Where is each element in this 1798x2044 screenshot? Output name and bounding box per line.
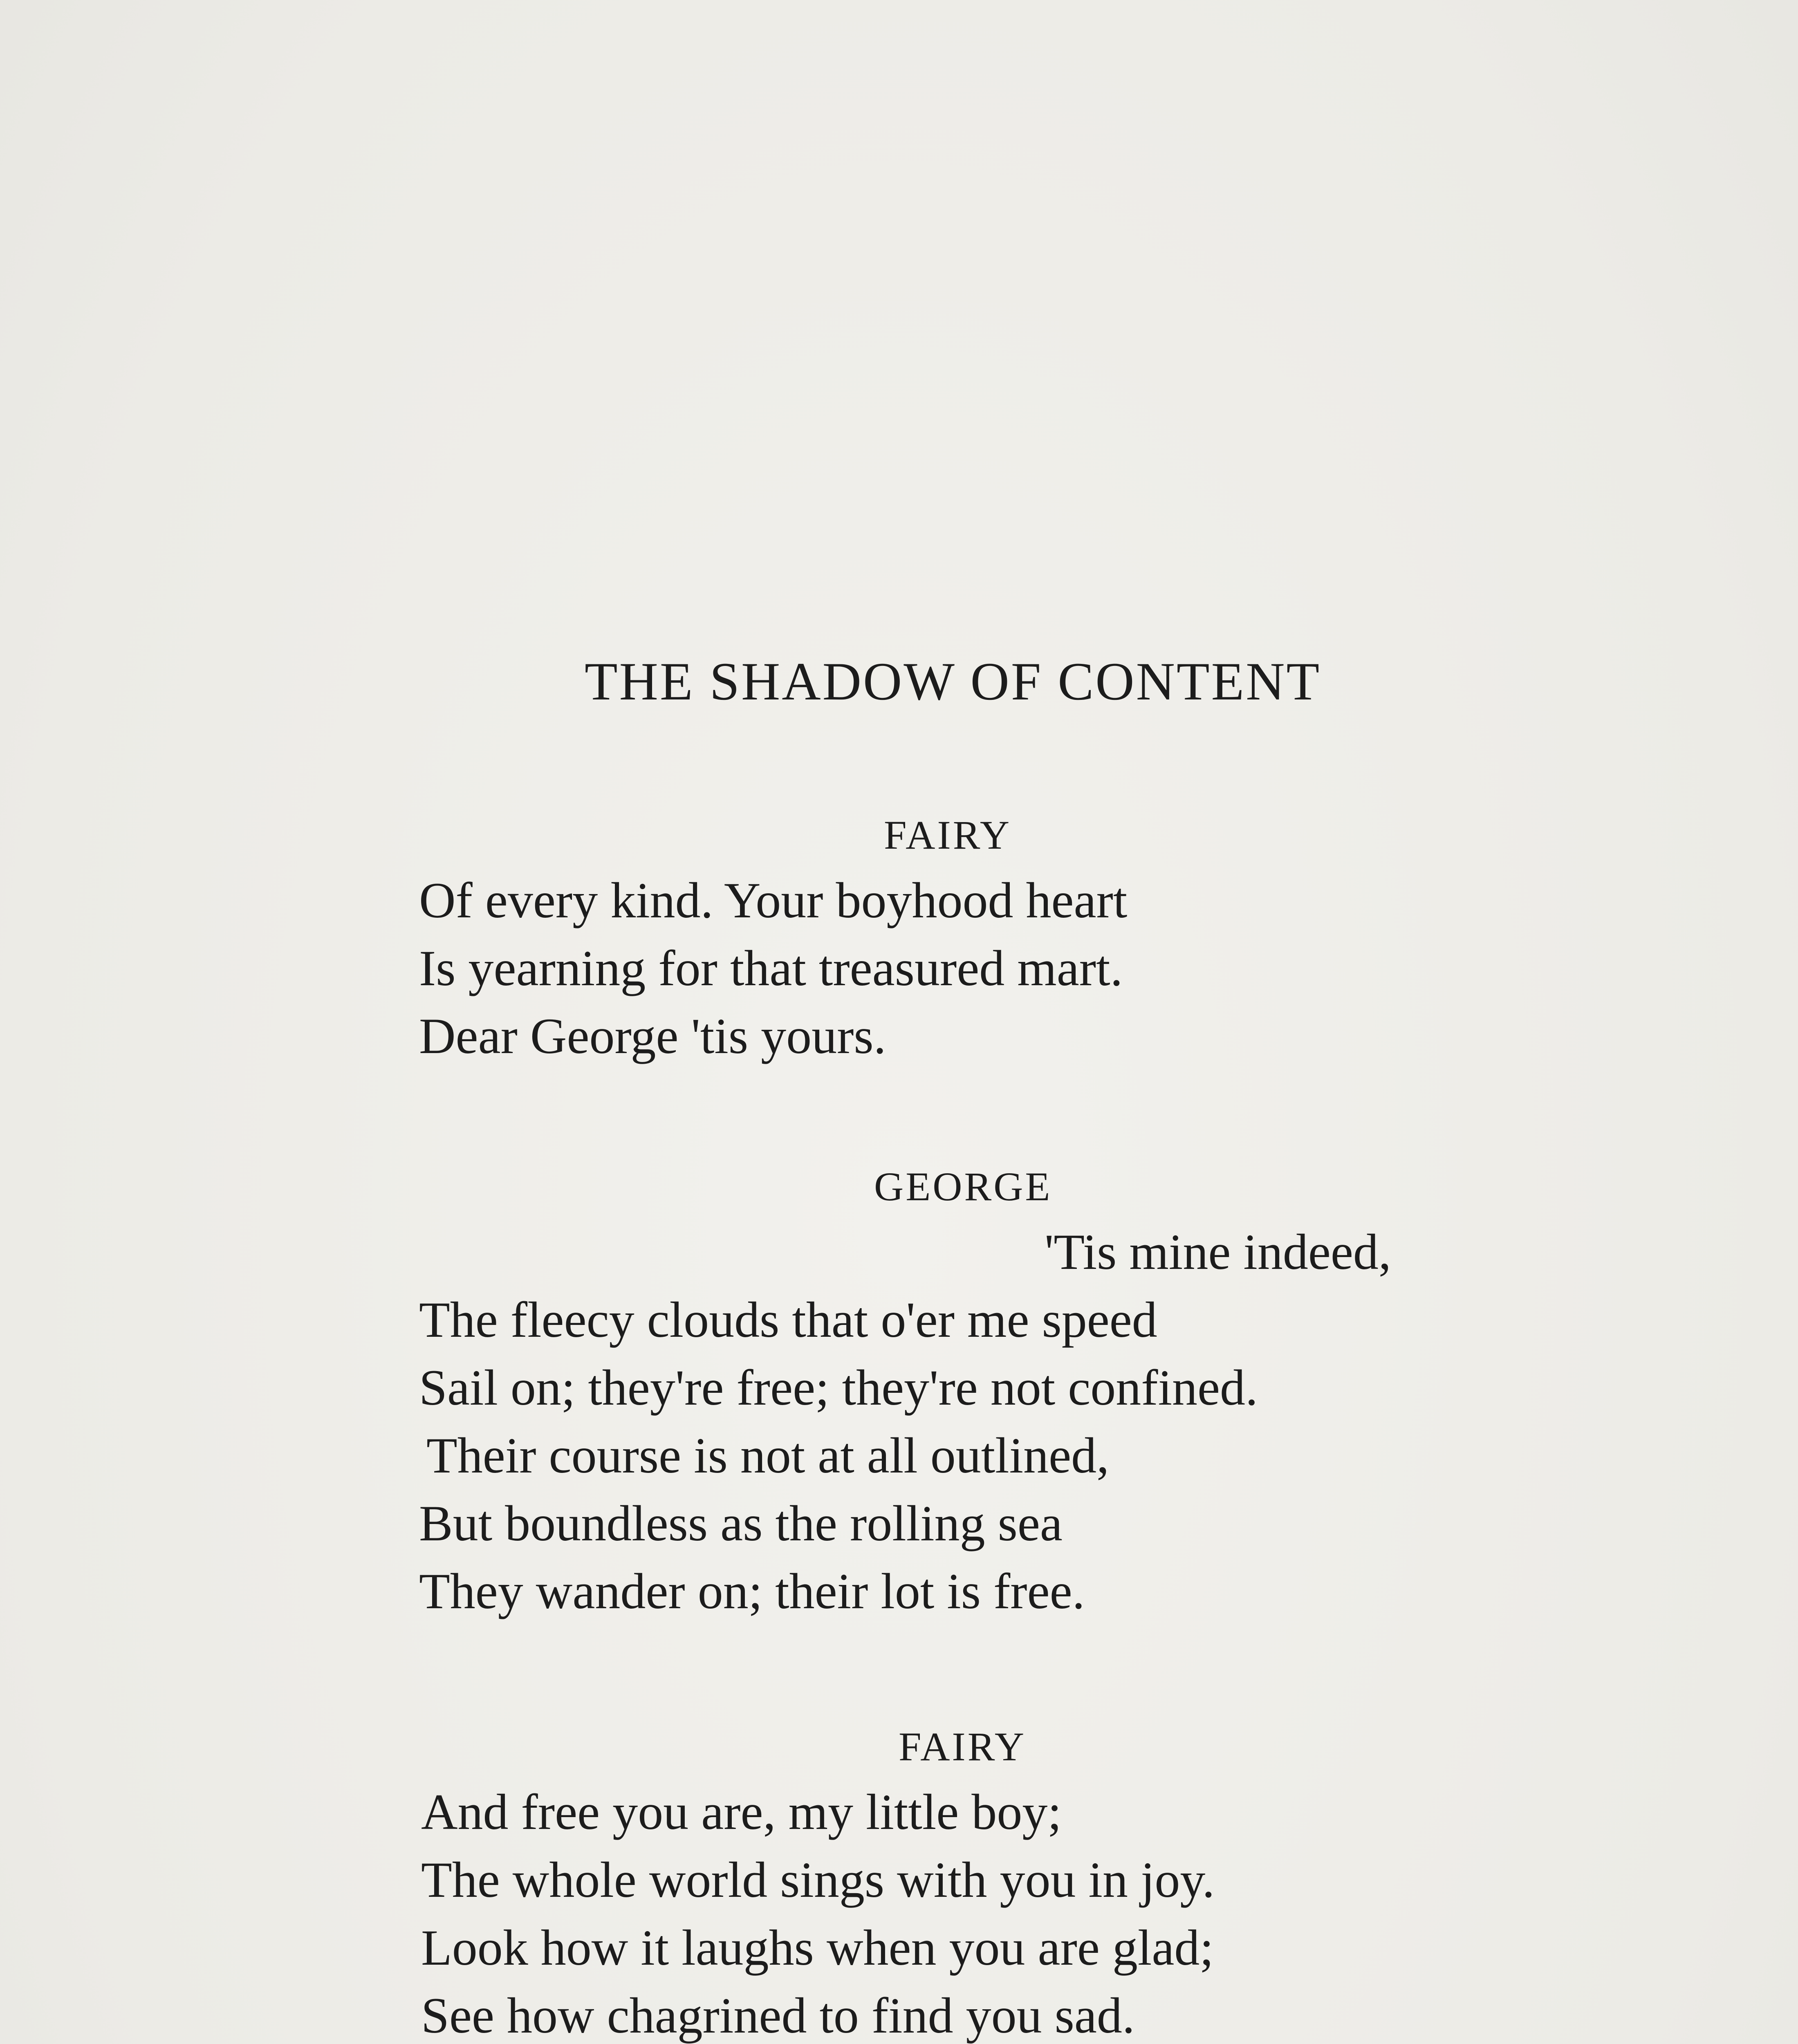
verse-line: Sail on; they're free; they're not confined. [419, 1360, 1258, 1416]
verse-line: They wander on; their lot is free. [419, 1563, 1085, 1619]
verse-line: The whole world sings with you in joy. [421, 1852, 1215, 1908]
stanza-fairy-1 [419, 867, 1127, 1070]
stanza-george [419, 1218, 1391, 1625]
speaker-label-george: GEORGE [874, 1164, 1052, 1209]
poem-title: THE SHADOW OF CONTENT [585, 651, 1321, 711]
verse-line: Their course is not at all outlined, [426, 1428, 1110, 1484]
verse-line: Look how it laughs when you are glad; [421, 1920, 1214, 1976]
speaker-label-fairy: FAIRY [899, 1724, 1027, 1769]
verse-line: But boundless as the rolling sea [419, 1495, 1063, 1551]
verse-line: See how chagrined to find you sad. [421, 1988, 1135, 2044]
verse-line: The fleecy clouds that o'er me speed [419, 1292, 1157, 1348]
verse-line: 'Tis mine indeed, [1045, 1224, 1391, 1280]
verse-line: And free you are, my little boy; [421, 1784, 1062, 1840]
verse-line: Dear George 'tis yours. [419, 1008, 886, 1064]
speaker-label-fairy: FAIRY [884, 812, 1012, 858]
verse-line: Is yearning for that treasured mart. [419, 940, 1123, 996]
stanza-fairy-2 [421, 1778, 1262, 2044]
verse-line: Of every kind. Your boyhood heart [419, 872, 1128, 928]
